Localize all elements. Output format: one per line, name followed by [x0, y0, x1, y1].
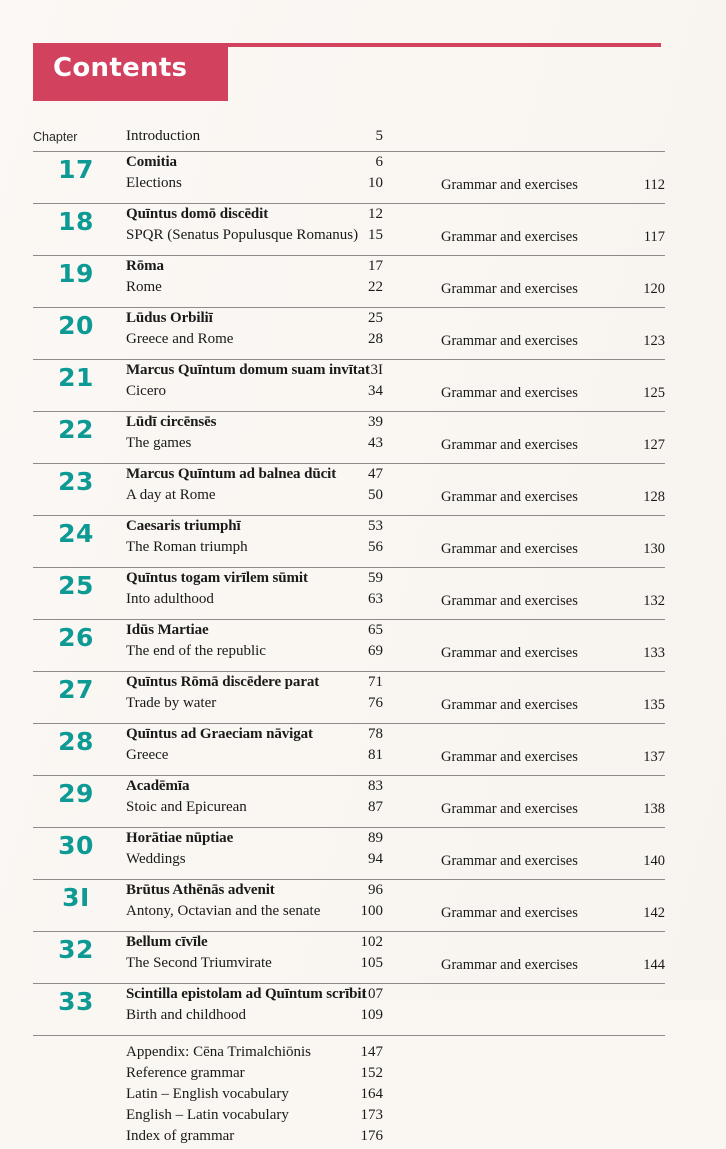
chapter-latin-title[interactable]: Comitia — [126, 154, 177, 170]
chapter-english-title[interactable]: Into adulthood — [126, 591, 214, 607]
row-divider — [33, 619, 665, 620]
chapter-latin-page: 47 — [368, 466, 383, 482]
chapter-number: 17 — [58, 155, 94, 184]
chapter-number: 20 — [58, 311, 94, 340]
page-title: Contents — [53, 53, 188, 83]
chapter-number: 21 — [58, 363, 94, 392]
list-item[interactable] — [33, 1044, 665, 1065]
chapter-latin-title[interactable]: Quīntus togam virīlem sūmit — [126, 570, 308, 586]
row-divider — [33, 255, 665, 256]
appendix-label[interactable]: Index of grammar — [126, 1128, 235, 1144]
chapter-number: 29 — [58, 779, 94, 808]
chapter-number: 22 — [58, 415, 94, 444]
table-row[interactable] — [33, 515, 665, 567]
chapter-latin-title[interactable]: Rōma — [126, 258, 164, 274]
chapter-english-title[interactable]: Birth and childhood — [126, 1007, 246, 1023]
row-divider — [33, 775, 665, 776]
appendix-page: 164 — [360, 1086, 383, 1102]
chapter-latin-page: 89 — [368, 830, 383, 846]
row-divider — [33, 151, 665, 152]
table-row[interactable] — [33, 671, 665, 723]
chapter-latin-page: 107 — [360, 986, 383, 1002]
chapter-english-page: 34 — [368, 383, 383, 399]
table-row[interactable] — [33, 931, 665, 983]
row-divider — [33, 827, 665, 828]
chapter-english-page: 43 — [368, 435, 383, 451]
chapter-latin-page: 12 — [368, 206, 383, 222]
row-divider — [33, 567, 665, 568]
chapter-latin-page: 17 — [368, 258, 383, 274]
contents-banner — [33, 43, 228, 101]
chapter-latin-title[interactable]: Horātiae nūptiae — [126, 830, 234, 846]
appendix-page: 147 — [360, 1044, 383, 1060]
grammar-and-exercises-label[interactable]: Grammar and exercises — [441, 229, 578, 245]
introduction-page: 5 — [375, 128, 383, 144]
grammar-and-exercises-label[interactable]: Grammar and exercises — [441, 593, 578, 609]
chapter-english-title[interactable]: Cicero — [126, 383, 166, 399]
grammar-and-exercises-label[interactable]: Grammar and exercises — [441, 905, 578, 921]
chapter-english-page: 63 — [368, 591, 383, 607]
chapter-number: 25 — [58, 571, 94, 600]
chapter-number: 18 — [58, 207, 94, 236]
table-row[interactable] — [33, 879, 665, 931]
grammar-and-exercises-page: 125 — [643, 385, 665, 401]
chapter-number: 30 — [58, 831, 94, 860]
list-item[interactable] — [33, 1086, 665, 1107]
row-divider — [33, 359, 665, 360]
grammar-and-exercises-label[interactable]: Grammar and exercises — [441, 801, 578, 817]
chapter-latin-page: 53 — [368, 518, 383, 534]
chapter-latin-title[interactable]: Lūdī circēnsēs — [126, 414, 217, 430]
table-row[interactable] — [33, 359, 665, 411]
grammar-and-exercises-page: 133 — [643, 645, 665, 661]
chapter-latin-title[interactable]: Quīntus Rōmā discēdere parat — [126, 674, 320, 690]
table-row[interactable] — [33, 775, 665, 827]
chapter-number: 27 — [58, 675, 94, 704]
grammar-and-exercises-label[interactable]: Grammar and exercises — [441, 385, 578, 401]
chapter-latin-page: 78 — [368, 726, 383, 742]
table-row[interactable] — [33, 255, 665, 307]
chapter-latin-title[interactable]: Scintilla epistolam ad Quīntum scrībit — [126, 986, 367, 1002]
grammar-and-exercises-label[interactable]: Grammar and exercises — [441, 957, 578, 973]
chapter-list — [33, 151, 665, 1036]
chapter-latin-page: 83 — [368, 778, 383, 794]
chapter-latin-title[interactable]: Bellum cīvīle — [126, 934, 208, 950]
table-row[interactable] — [33, 723, 665, 775]
table-row[interactable] — [33, 411, 665, 463]
grammar-and-exercises-label[interactable]: Grammar and exercises — [441, 541, 578, 557]
row-divider — [33, 931, 665, 932]
chapter-english-page: 69 — [368, 643, 383, 659]
chapter-latin-title[interactable]: Lūdus Orbiliī — [126, 310, 213, 326]
chapter-number: 28 — [58, 727, 94, 756]
chapter-number: 32 — [58, 935, 94, 964]
appendix-label[interactable]: Latin – English vocabulary — [126, 1086, 289, 1102]
grammar-and-exercises-label[interactable]: Grammar and exercises — [441, 437, 578, 453]
row-divider — [33, 983, 665, 984]
chapter-english-title[interactable]: Weddings — [126, 851, 186, 867]
row-divider — [33, 723, 665, 724]
row-divider — [33, 515, 665, 516]
chapter-number: 24 — [58, 519, 94, 548]
list-item[interactable] — [33, 1107, 665, 1128]
appendix-label[interactable]: English – Latin vocabulary — [126, 1107, 289, 1123]
chapter-english-title[interactable]: Greece and Rome — [126, 331, 234, 347]
grammar-and-exercises-page: 120 — [643, 281, 665, 297]
chapter-english-title[interactable]: A day at Rome — [126, 487, 216, 503]
grammar-and-exercises-page: 117 — [643, 229, 665, 245]
chapter-english-title[interactable]: The games — [126, 435, 192, 451]
grammar-and-exercises-label[interactable]: Grammar and exercises — [441, 489, 578, 505]
grammar-and-exercises-label[interactable]: Grammar and exercises — [441, 177, 578, 193]
grammar-and-exercises-page: 128 — [643, 489, 665, 505]
chapter-latin-title[interactable]: Caesaris triumphī — [126, 518, 241, 534]
grammar-and-exercises-page: 140 — [643, 853, 665, 869]
chapter-english-title[interactable]: The end of the republic — [126, 643, 266, 659]
chapter-number: 3I — [62, 883, 90, 912]
chapter-english-page: 109 — [360, 1007, 383, 1023]
appendix-page: 176 — [360, 1128, 383, 1144]
chapter-latin-page: 102 — [360, 934, 383, 950]
chapter-number: 19 — [58, 259, 94, 288]
chapter-english-title[interactable]: Trade by water — [126, 695, 217, 711]
grammar-and-exercises-page: 127 — [643, 437, 665, 453]
chapter-english-title[interactable]: Elections — [126, 175, 182, 191]
grammar-and-exercises-page: 138 — [643, 801, 665, 817]
chapter-english-page: 15 — [368, 227, 383, 243]
grammar-and-exercises-page: 130 — [643, 541, 665, 557]
grammar-and-exercises-page: 123 — [643, 333, 665, 349]
appendix-label[interactable]: Reference grammar — [126, 1065, 245, 1081]
table-row[interactable] — [33, 567, 665, 619]
chapter-latin-page: 96 — [368, 882, 383, 898]
chapter-english-page: 94 — [368, 851, 383, 867]
grammar-and-exercises-page: 137 — [643, 749, 665, 765]
row-divider — [33, 307, 665, 308]
chapter-latin-title[interactable]: Quīntus domō discēdit — [126, 206, 269, 222]
grammar-and-exercises-page: 132 — [643, 593, 665, 609]
chapter-english-page: 22 — [368, 279, 383, 295]
introduction-label[interactable]: Introduction — [126, 128, 201, 144]
appendix-list — [33, 1036, 665, 1149]
appendix-page: 173 — [360, 1107, 383, 1123]
chapter-number: 26 — [58, 623, 94, 652]
chapter-english-page: 100 — [360, 903, 383, 919]
list-item[interactable] — [33, 1128, 665, 1149]
table-of-contents — [33, 128, 665, 1149]
chapter-latin-page: 71 — [368, 674, 383, 690]
chapter-latin-page: 39 — [368, 414, 383, 430]
chapter-english-page: 76 — [368, 695, 383, 711]
table-row[interactable] — [33, 203, 665, 255]
appendix-label[interactable]: Appendix: Cēna Trimalchiōnis — [126, 1044, 311, 1060]
table-row[interactable] — [33, 827, 665, 879]
chapter-english-title[interactable]: Greece — [126, 747, 169, 763]
grammar-and-exercises-label[interactable]: Grammar and exercises — [441, 697, 578, 713]
grammar-and-exercises-label[interactable]: Grammar and exercises — [441, 281, 578, 297]
row-divider — [33, 671, 665, 672]
table-row[interactable] — [33, 151, 665, 203]
table-row[interactable] — [33, 983, 665, 1035]
chapter-latin-title[interactable]: Acadēmīa — [126, 778, 190, 794]
grammar-and-exercises-page: 144 — [643, 957, 665, 973]
table-row[interactable] — [33, 619, 665, 671]
chapter-number: 33 — [58, 987, 94, 1016]
chapter-english-title[interactable]: Antony, Octavian and the senate — [126, 903, 321, 919]
row-divider — [33, 203, 665, 204]
grammar-and-exercises-label[interactable]: Grammar and exercises — [441, 645, 578, 661]
chapter-english-page: 87 — [368, 799, 383, 815]
chapter-latin-page: 65 — [368, 622, 383, 638]
chapter-english-page: 105 — [360, 955, 383, 971]
row-divider — [33, 411, 665, 412]
chapter-english-page: 10 — [368, 175, 383, 191]
chapter-english-page: 81 — [368, 747, 383, 763]
chapter-latin-title[interactable]: Marcus Quīntum domum suam invītat — [126, 362, 370, 378]
toc-header-row — [33, 128, 665, 151]
grammar-and-exercises-label[interactable]: Grammar and exercises — [441, 333, 578, 349]
chapter-english-page: 56 — [368, 539, 383, 555]
list-item[interactable] — [33, 1065, 665, 1086]
chapter-latin-page: 3I — [370, 362, 383, 378]
chapter-english-page: 28 — [368, 331, 383, 347]
grammar-and-exercises-label[interactable]: Grammar and exercises — [441, 853, 578, 869]
chapter-english-title[interactable]: Rome — [126, 279, 162, 295]
table-row[interactable] — [33, 307, 665, 359]
table-row[interactable] — [33, 463, 665, 515]
chapter-english-title[interactable]: The Roman triumph — [126, 539, 248, 555]
chapter-latin-title[interactable]: Brūtus Athēnās advenit — [126, 882, 275, 898]
chapter-latin-title[interactable]: Idūs Martiae — [126, 622, 209, 638]
chapter-english-page: 50 — [368, 487, 383, 503]
row-divider — [33, 463, 665, 464]
grammar-and-exercises-page: 112 — [643, 177, 665, 193]
grammar-and-exercises-page: 142 — [643, 905, 665, 921]
chapter-latin-title[interactable]: Marcus Quīntum ad balnea dūcit — [126, 466, 337, 482]
chapter-latin-page: 25 — [368, 310, 383, 326]
grammar-and-exercises-page: 135 — [643, 697, 665, 713]
chapter-english-title[interactable]: Stoic and Epicurean — [126, 799, 247, 815]
chapter-english-title[interactable]: SPQR (Senatus Populusque Romanus) — [126, 227, 359, 243]
chapter-latin-title[interactable]: Quīntus ad Graeciam nāvigat — [126, 726, 313, 742]
chapter-column-header: Chapter — [33, 130, 78, 144]
appendix-page: 152 — [360, 1065, 383, 1081]
row-divider — [33, 879, 665, 880]
grammar-and-exercises-label[interactable]: Grammar and exercises — [441, 749, 578, 765]
chapter-number: 23 — [58, 467, 94, 496]
chapter-english-title[interactable]: The Second Triumvirate — [126, 955, 272, 971]
chapter-latin-page: 6 — [375, 154, 383, 170]
chapter-latin-page: 59 — [368, 570, 383, 586]
